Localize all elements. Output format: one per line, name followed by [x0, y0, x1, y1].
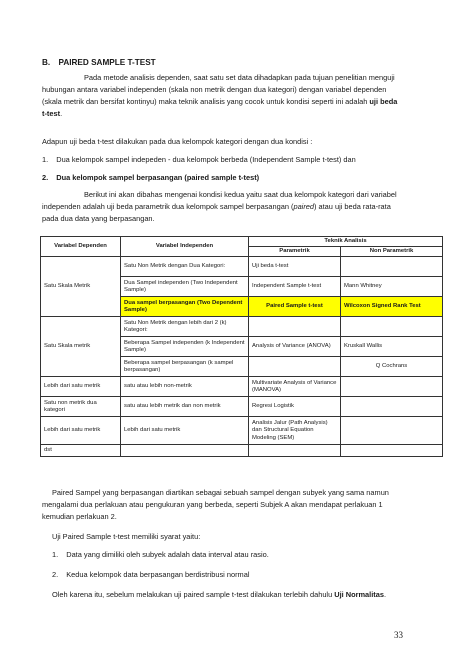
para3-line2-post: ) atau uji beda rata-rata — [314, 202, 391, 211]
independen-cell: Dua sampel berpasangan (Two Dependent Sample) — [121, 297, 249, 317]
non-parametrik-cell — [341, 257, 443, 277]
list-text: Kedua kelompok data berpasangan berdistribusi normal — [66, 570, 250, 579]
description-paragraph — [42, 189, 436, 225]
para3-line3: pada dua data yang berpasangan. — [42, 214, 155, 223]
non-parametrik-cell: Mann Whitney — [341, 277, 443, 297]
table-row — [41, 257, 443, 277]
parametrik-cell: Paired Sample t-test — [249, 297, 341, 317]
para3-line2-italic: paired — [293, 202, 314, 211]
para3-line2-text: independen adalah uji beda parametrik dua kelompok sampel berpasangan ( — [42, 202, 294, 211]
non-parametrik-cell — [341, 397, 443, 417]
list-item — [42, 172, 436, 184]
non-parametrik-cell — [341, 377, 443, 397]
para3-line2 — [42, 201, 436, 213]
table-row — [41, 397, 443, 417]
dependen-cell: Satu Skala Metrik — [41, 257, 121, 317]
para4-line2: mengalami dua perlakuan atau pengukuran yang berbeda, seperti Subjek A akan mendapat perlakuan 1 — [42, 500, 383, 509]
section-letter: B. — [42, 58, 51, 67]
non-parametrik-cell — [341, 445, 443, 457]
independen-cell: Beberapa sampel berpasangan (k sampel berpasangan) — [121, 357, 249, 377]
list-text: Data yang dimiliki oleh subyek adalah data interval atau rasio. — [66, 550, 269, 559]
para6-post: . — [383, 590, 387, 599]
non-parametrik-cell — [341, 417, 443, 445]
list-number: 2. — [52, 570, 59, 579]
header-dependen: Variabel Dependen — [41, 237, 121, 257]
list-item — [42, 154, 436, 166]
para1-line1: Pada metode analisis dependen, saat satu set data dihadapkan pada tujuan penelitian menguji — [84, 73, 395, 82]
list-number: 1. — [52, 550, 59, 559]
list-text: Dua kelompok sampel indepeden - dua kelompok berbeda (Independent Sample t-test) dan — [56, 155, 356, 164]
dependen-cell: Lebih dari satu metrik — [41, 417, 121, 445]
parametrik-cell: Analisis Jalur (Path Analysis) dan Structural Equation Modeling (SEM) — [249, 417, 341, 445]
parametrik-cell — [249, 445, 341, 457]
list-number: 2. — [42, 173, 49, 182]
paired-definition-paragraph — [42, 487, 436, 523]
non-parametrik-cell: Wilcoxon Signed Rank Test — [341, 297, 443, 317]
list-number: 1. — [42, 155, 49, 164]
list-item — [52, 569, 436, 581]
para1-line4-bold: t-test — [42, 109, 61, 118]
parametrik-cell: Analysis of Variance (ANOVA) — [249, 337, 341, 357]
table-row — [41, 417, 443, 445]
independen-cell: Satu Non Metrik dengan Dua Kategori: — [121, 257, 249, 277]
independen-cell: satu atau lebih metrik dan non metrik — [121, 397, 249, 417]
table-row — [41, 377, 443, 397]
para1-line4 — [42, 108, 436, 120]
independen-cell: Dua Sampel independen (Two Independent Sample) — [121, 277, 249, 297]
table-row — [41, 445, 443, 457]
list-item — [52, 549, 436, 561]
non-parametrik-cell — [341, 317, 443, 337]
independen-cell: Satu Non Metrik dengan lebih dari 2 (k) Kategori: — [121, 317, 249, 337]
section-title: PAIRED SAMPLE T-TEST — [58, 58, 156, 67]
para1-line4-text: . — [60, 109, 63, 118]
intro-paragraph — [42, 72, 436, 120]
parametrik-cell — [249, 317, 341, 337]
header-parametrik: Parametrik — [249, 247, 341, 257]
para6-bold: Uji Normalitas — [334, 590, 384, 599]
parametrik-cell: Regresi Logistik — [249, 397, 341, 417]
conditions-intro: Adapun uji beda t-test dilakukan pada dua kelompok kategori dengan dua kondisi : — [42, 137, 313, 146]
header-teknik: Teknik Analisis — [249, 237, 443, 247]
para4-line3: kemudian perlakuan 2. — [42, 512, 117, 521]
independen-cell — [121, 445, 249, 457]
dependen-cell: Satu Skala metrik — [41, 317, 121, 377]
parametrik-cell — [249, 357, 341, 377]
independen-cell: Beberapa Sampel independen (k Independent Sample) — [121, 337, 249, 357]
dependen-cell: Satu non metrik dua kategori — [41, 397, 121, 417]
parametrik-cell: Multivariate Analysis of Variance (MANOVA) — [249, 377, 341, 397]
dependen-cell: Lebih dari satu metrik — [41, 377, 121, 397]
normality-paragraph — [52, 589, 436, 601]
analysis-table — [40, 236, 443, 457]
independen-cell: Lebih dari satu metrik — [121, 417, 249, 445]
page-number: 33 — [394, 630, 403, 640]
header-independen: Variabel Independen — [121, 237, 249, 257]
list-text: Dua kelompok sampel berpasangan (paired sample t-test) — [56, 173, 260, 182]
table-row — [41, 317, 443, 337]
section-heading — [42, 58, 156, 67]
table-header-row — [41, 237, 443, 247]
header-non-parametrik: Non Parametrik — [341, 247, 443, 257]
dependen-cell: dst — [41, 445, 121, 457]
para1-line3 — [42, 96, 436, 108]
para3-line1: Berikut ini akan dibahas mengenai kondisi kedua yaitu saat dua kelompok kategori dari variabel — [84, 190, 397, 199]
para1-line3-text: (skala metrik dan bersifat kontinyu) maka teknik analisis yang cocok untuk kondisi seperti ini adalah — [42, 97, 368, 106]
para6-text: Oleh karena itu, sebelum melakukan uji paired sample t-test dilakukan terlebih dahulu — [52, 590, 333, 599]
parametrik-cell: Independent Sample t-test — [249, 277, 341, 297]
para4-line1: Paired Sampel yang berpasangan diartikan sebagai sebuah sampel dengan subyek yang sama namun — [52, 488, 389, 497]
parametrik-cell: Uji beda t-test — [249, 257, 341, 277]
para1-line2: hubungan antara variabel independen (skala non metrik dengan dua kategori) dengan variabel dependen — [42, 85, 387, 94]
para1-line3-bold: uji beda — [369, 97, 398, 106]
non-parametrik-cell: Q Cochrans — [341, 357, 443, 377]
independen-cell: satu atau lebih non-metrik — [121, 377, 249, 397]
non-parametrik-cell: Kruskall Wallis — [341, 337, 443, 357]
requirements-intro: Uji Paired Sample t-test memiliki syarat yaitu: — [52, 532, 201, 541]
